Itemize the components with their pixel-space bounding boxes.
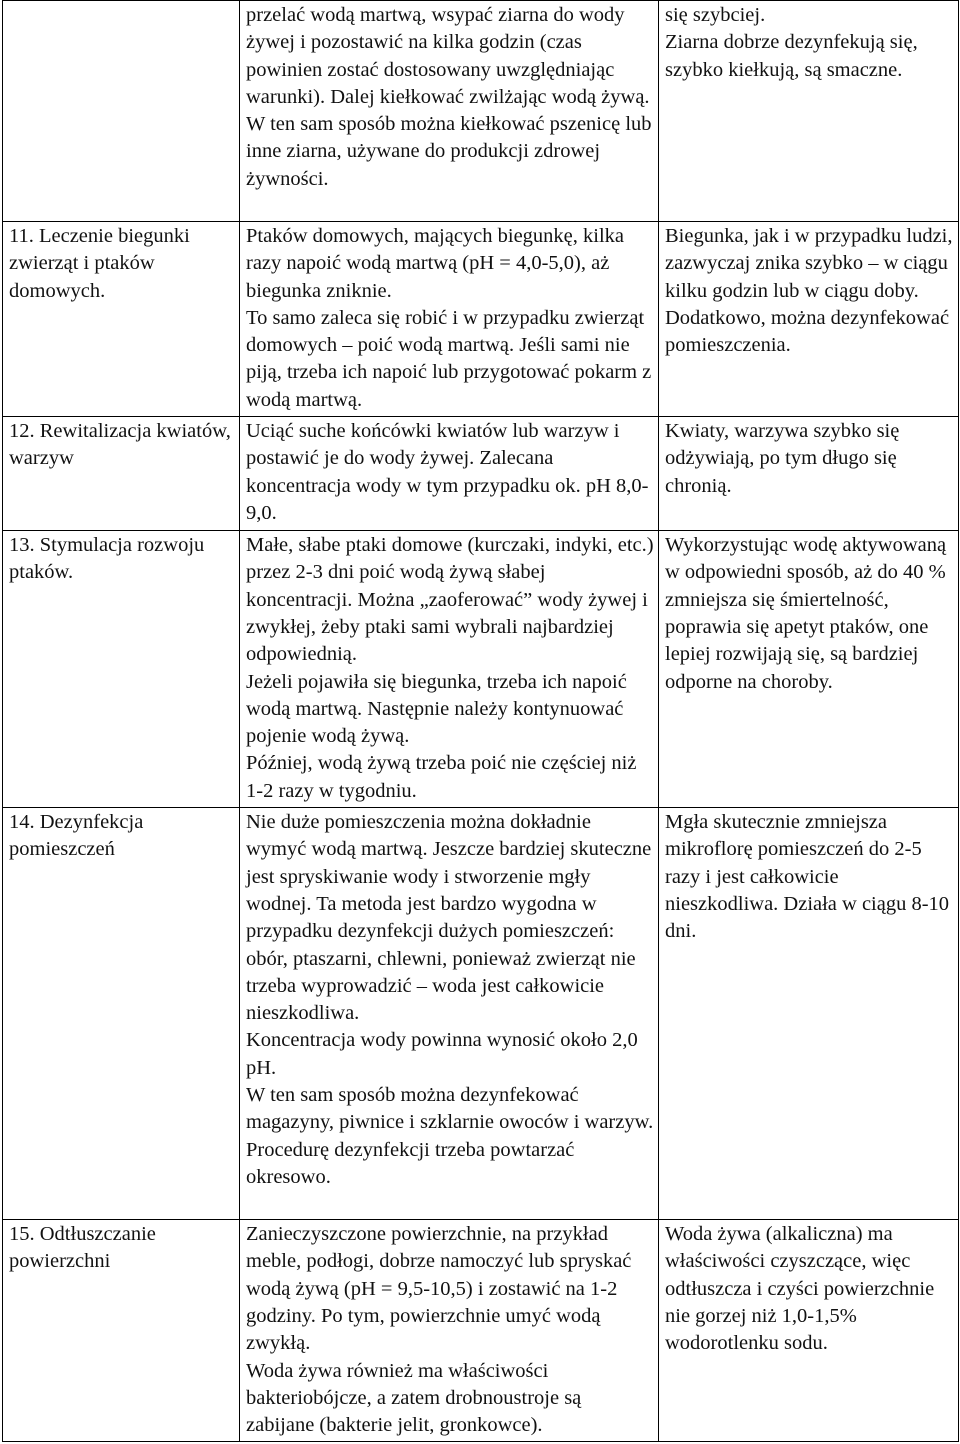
- document-table: [2, 0, 959, 1442]
- table-row: [3, 417, 959, 531]
- method-paragraph: Małe, słabe ptaki domowe (kurczaki, indyki, etc.) przez 2-3 dni poić wodą żywą słabej koncentracji. Można „zaoferować” wody żywej i zwykłej, żeby ptaki sami wybrali najbardziej odpowiednią.: [246, 534, 654, 666]
- table-row: [3, 222, 959, 417]
- effect-cell: [659, 417, 959, 531]
- method-paragraph: Zanieczyszczone powierzchnie, na przykład meble, podłogi, dobrze namoczyć lub spryskać wodą żywą (pH = 9,5-10,5) i zostawić na 1-2 godziny. Po tym, powierzchnie umyć wodą zwykłą.: [246, 1223, 632, 1355]
- method-paragraph: To samo zaleca się robić i w przypadku zwierząt domowych – poić wodą martwą. Jeśli sami nie piją, trzeba ich napoić lub przygotować pokarm z wodą martwą.: [246, 306, 652, 411]
- method-cell: [240, 1, 659, 222]
- effect-cell: [659, 1220, 959, 1442]
- method-paragraph: Jeżeli pojawiła się biegunka, trzeba ich napoić wodą martwą. Następnie należy kontynuować pojenie wodą żywą.: [246, 670, 627, 748]
- method-paragraph: W ten sam sposób można kiełkować pszenicę lub inne ziarna, używane do produkcji zdrowej żywności.: [246, 113, 652, 190]
- method-cell: [240, 1220, 659, 1442]
- effect-paragraph: Woda żywa (alkaliczna) ma właściwości czyszczące, więc odtłuszcza i czyści powierzchnie nie gorzej niż 1,0-1,5% wodorotlenku sodu.: [665, 1223, 935, 1355]
- row-title: 11. Leczenie biegunki zwierząt i ptaków domowych.: [9, 225, 190, 302]
- row-title: 14. Dezynfekcja pomieszczeń: [9, 811, 144, 861]
- row-title: 15. Odtłuszczanie powierzchni: [9, 1223, 156, 1273]
- row-title-cell: [3, 808, 240, 1220]
- effect-paragraph: Kwiaty, warzywa szybko się odżywiają, po tym długo się chronią.: [665, 420, 900, 497]
- table-row: [3, 1220, 959, 1442]
- effect-paragraph: Biegunka, jak i w przypadku ludzi, zazwyczaj znika szybko – w ciągu kilku godzin lub w ciągu doby.: [665, 225, 953, 302]
- table-row: [3, 808, 959, 1220]
- method-paragraph: przelać wodą martwą, wsypać ziarna do wody żywej i pozostawić na kilka godzin (czas powinien zostać dostosowany uwzględniając warunki). Dalej kiełkować zwilżając wodą żywą.: [246, 4, 650, 108]
- row-title-cell: [3, 531, 240, 808]
- effect-cell: [659, 1, 959, 222]
- effect-paragraph: Dodatkowo, można dezynfekować pomieszczenia.: [665, 306, 950, 357]
- row-title: 13. Stymulacja rozwoju ptaków.: [9, 534, 205, 584]
- effect-paragraph: Ziarna dobrze dezynfekują się, szybko kiełkują, są smaczne.: [665, 31, 918, 81]
- effect-cell: [659, 808, 959, 1220]
- method-cell: [240, 531, 659, 808]
- method-paragraph: W ten sam sposób można dezynfekować magazyny, piwnice i szklarnie owoców i warzyw. Procedurę dezynfekcji trzeba powtarzać okresowo.: [246, 1084, 654, 1188]
- effect-cell: [659, 531, 959, 808]
- row-title-cell: [3, 222, 240, 417]
- row-title-cell: [3, 417, 240, 531]
- effect-paragraph: Mgła skutecznie zmniejsza mikroflorę pomieszczeń do 2-5 razy i jest całkowicie nieszkodliwa. Działa w ciągu 8-10 dni.: [665, 811, 950, 943]
- method-paragraph: Nie duże pomieszczenia można dokładnie wymyć wodą martwą. Jeszcze bardziej skuteczne jest spryskiwanie wody i stworzenie mgły wodnej. Ta metoda jest bardzo wygodna w przypadku dezynfekcji dużych pomieszczeń: obór, ptaszarni, chlewni, ponieważ zwierząt nie trzeba wyprowadzić – woda jest całkowicie nieszkodliwa.: [246, 811, 652, 1025]
- method-paragraph: Później, wodą żywą trzeba poić nie częściej niż 1-2 razy w tygodniu.: [246, 752, 637, 802]
- row-title-cell: [3, 1220, 240, 1442]
- method-cell: [240, 808, 659, 1220]
- effect-cell: [659, 222, 959, 417]
- table-row: [3, 1, 959, 222]
- method-paragraph: Uciąć suche końcówki kwiatów lub warzyw i postawić je do wody żywej. Zalecana koncentracja wody w tym przypadku ok. pH 8,0-9,0.: [246, 420, 649, 524]
- effect-paragraph: Wykorzystując wodę aktywowaną w odpowiedni sposób, aż do 40 % zmniejsza się śmiertelność, poprawia się apetyt ptaków, one lepiej rozwijają się, są bardziej odporne na choroby.: [665, 534, 947, 693]
- effect-paragraph: się szybciej.: [665, 4, 766, 26]
- row-title-cell: [3, 1, 240, 222]
- method-cell: [240, 417, 659, 531]
- method-cell: [240, 222, 659, 417]
- row-title: 12. Rewitalizacja kwiatów, warzyw: [9, 420, 231, 470]
- method-paragraph: Woda żywa również ma właściwości bakteriobójcze, a zatem drobnoustroje są zabijane (bakterie jelit, gronkowce).: [246, 1359, 582, 1437]
- method-paragraph: Ptaków domowych, mających biegunkę, kilka razy napoić wodą martwą (pH = 4,0-5,0), aż biegunka zniknie.: [246, 225, 625, 302]
- table-row: [3, 531, 959, 808]
- method-paragraph: Koncentracja wody powinna wynosić około 2,0 pH.: [246, 1029, 638, 1079]
